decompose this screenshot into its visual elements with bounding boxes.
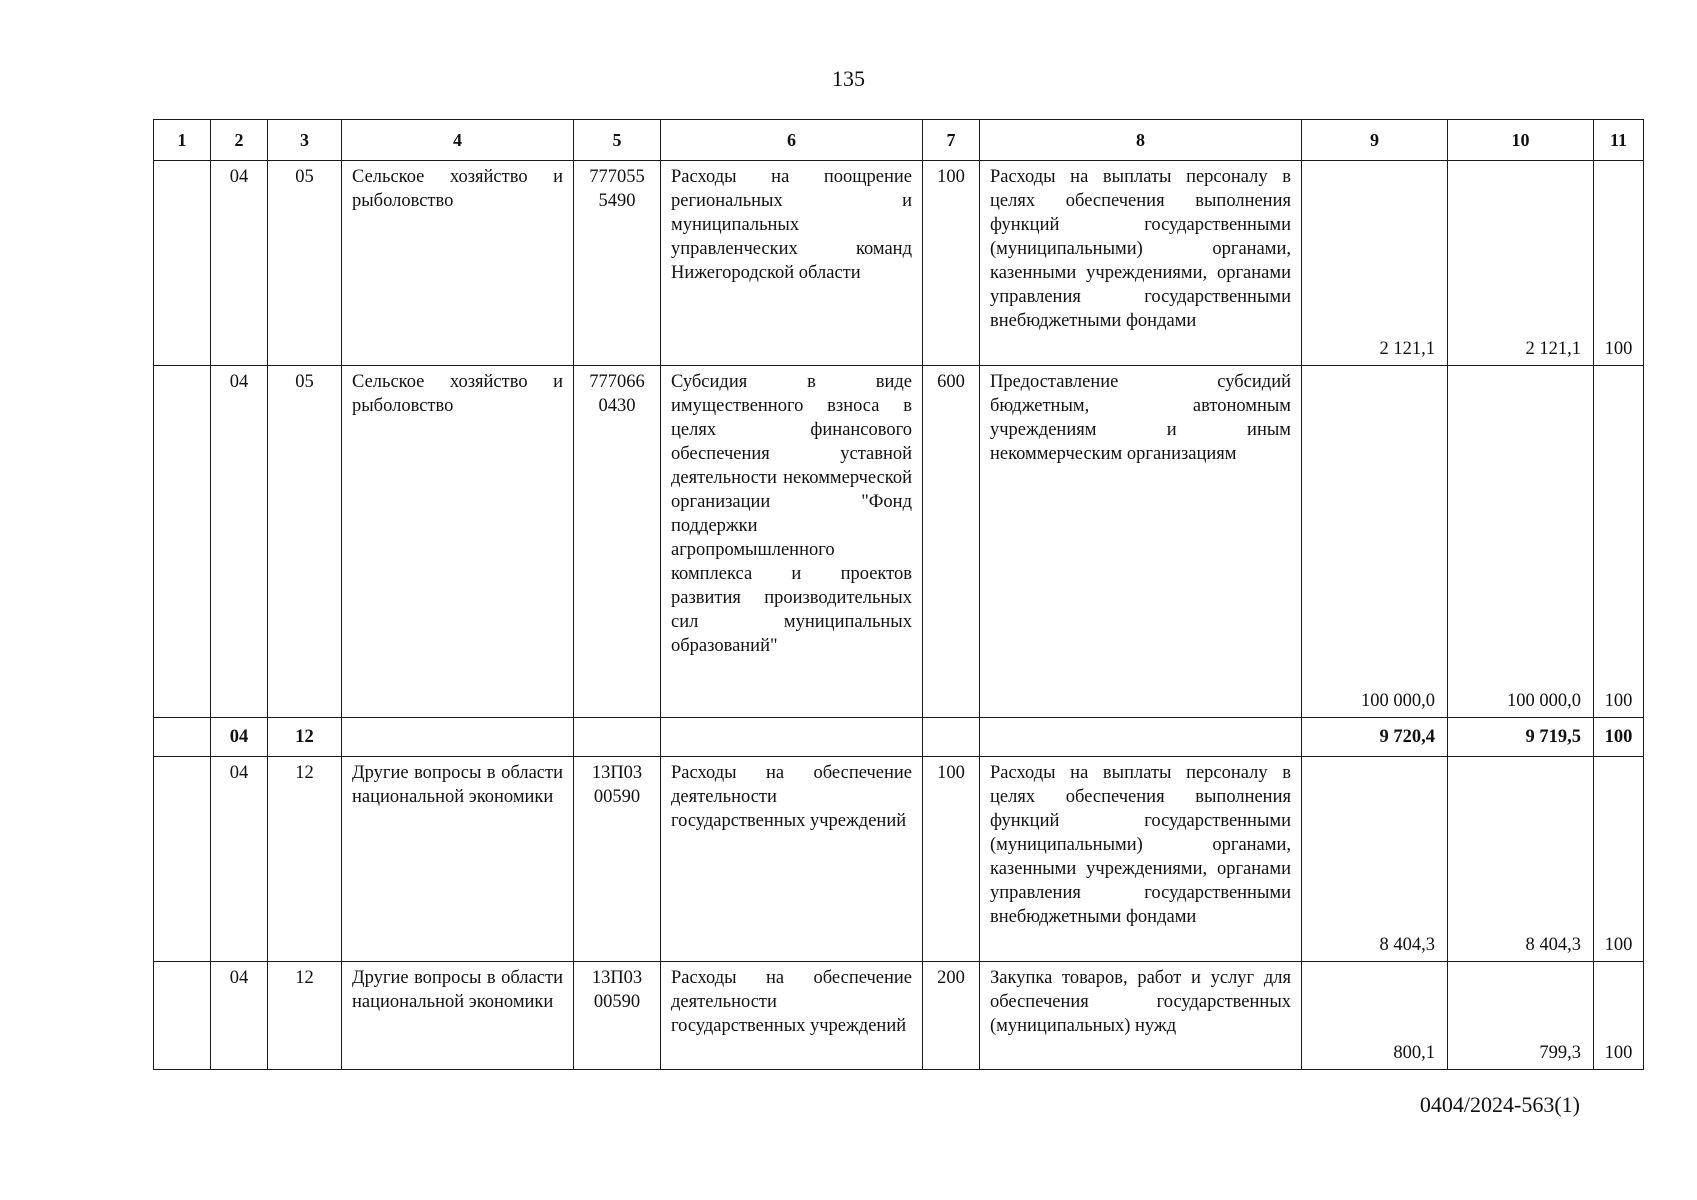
cell-expense-type: 200	[923, 962, 980, 1070]
cell-target-code: 13П03 00590	[574, 757, 661, 962]
cell-percent: 100	[1594, 718, 1644, 757]
column-header: 8	[980, 120, 1302, 161]
column-header: 9	[1302, 120, 1448, 161]
column-header: 5	[574, 120, 661, 161]
cell-planned: 100 000,0	[1302, 366, 1448, 718]
cell-subsection: 12	[268, 962, 342, 1070]
cell-section-name: Сельское хозяйство и рыболовство	[342, 161, 574, 366]
column-header: 7	[923, 120, 980, 161]
column-header: 1	[154, 120, 211, 161]
cell-target-code: 13П03 00590	[574, 962, 661, 1070]
column-header: 10	[1448, 120, 1594, 161]
cell-target-name: Расходы на обеспечение деятельности государственных учреждений	[661, 962, 923, 1070]
cell-section-name: Другие вопросы в области национальной экономики	[342, 962, 574, 1070]
cell-actual: 2 121,1	[1448, 161, 1594, 366]
cell-col1	[154, 161, 211, 366]
cell-expense-name: Расходы на выплаты персоналу в целях обеспечения выполнения функций государственными (муниципальными) органами, казенными учреждениями, органами управления государственными внебюджетными фондами	[980, 757, 1302, 962]
table-row-total	[154, 718, 1644, 757]
cell-col1	[154, 962, 211, 1070]
cell-planned: 800,1	[1302, 962, 1448, 1070]
table-row	[154, 366, 1644, 718]
column-header: 3	[268, 120, 342, 161]
cell-percent: 100	[1594, 757, 1644, 962]
cell-col1	[154, 366, 211, 718]
cell-expense-type: 600	[923, 366, 980, 718]
cell-target-name	[661, 718, 923, 757]
cell-section: 04	[211, 718, 268, 757]
page-number: 135	[832, 66, 865, 91]
table-row	[154, 962, 1644, 1070]
cell-subsection: 12	[268, 718, 342, 757]
column-header: 2	[211, 120, 268, 161]
cell-target-name: Расходы на поощрение региональных и муниципальных управленческих команд Нижегородской области	[661, 161, 923, 366]
cell-expense-type: 100	[923, 161, 980, 366]
cell-percent: 100	[1594, 366, 1644, 718]
cell-subsection: 05	[268, 161, 342, 366]
cell-expense-name: Закупка товаров, работ и услуг для обеспечения государственных (муниципальных) нужд	[980, 962, 1302, 1070]
cell-expense-type: 100	[923, 757, 980, 962]
cell-target-code: 777055 5490	[574, 161, 661, 366]
cell-section: 04	[211, 366, 268, 718]
column-header: 11	[1594, 120, 1644, 161]
cell-target-name: Субсидия в виде имущественного взноса в целях финансового обеспечения уставной деятельности некоммерческой организации "Фонд поддержки агропромышленного комплекса и проектов развития производительных сил муниципальных образований"	[661, 366, 923, 718]
cell-planned: 9 720,4	[1302, 718, 1448, 757]
cell-expense-name: Расходы на выплаты персоналу в целях обеспечения выполнения функций государственными (муниципальными) органами, казенными учреждениями, органами управления государственными внебюджетными фондами	[980, 161, 1302, 366]
table-row	[154, 161, 1644, 366]
cell-section: 04	[211, 962, 268, 1070]
cell-expense-name: Предоставление субсидий бюджетным, автономным учреждениям и иным некоммерческим организациям	[980, 366, 1302, 718]
cell-section-name: Другие вопросы в области национальной экономики	[342, 757, 574, 962]
cell-percent: 100	[1594, 962, 1644, 1070]
budget-table	[153, 119, 1644, 1070]
cell-col1	[154, 757, 211, 962]
cell-actual: 8 404,3	[1448, 757, 1594, 962]
cell-expense-type	[923, 718, 980, 757]
column-header: 4	[342, 120, 574, 161]
column-header: 6	[661, 120, 923, 161]
cell-col1	[154, 718, 211, 757]
cell-section-name	[342, 718, 574, 757]
cell-subsection: 05	[268, 366, 342, 718]
cell-section: 04	[211, 757, 268, 962]
cell-subsection: 12	[268, 757, 342, 962]
cell-section-name: Сельское хозяйство и рыболовство	[342, 366, 574, 718]
cell-target-name: Расходы на обеспечение деятельности государственных учреждений	[661, 757, 923, 962]
cell-actual: 100 000,0	[1448, 366, 1594, 718]
document-code: 0404/2024-563(1)	[1419, 1092, 1580, 1117]
cell-actual: 799,3	[1448, 962, 1594, 1070]
cell-percent: 100	[1594, 161, 1644, 366]
cell-planned: 8 404,3	[1302, 757, 1448, 962]
cell-section: 04	[211, 161, 268, 366]
cell-target-code: 777066 0430	[574, 366, 661, 718]
table-row	[154, 757, 1644, 962]
table-header-row	[154, 120, 1644, 161]
cell-actual: 9 719,5	[1448, 718, 1594, 757]
cell-expense-name	[980, 718, 1302, 757]
cell-planned: 2 121,1	[1302, 161, 1448, 366]
cell-target-code	[574, 718, 661, 757]
